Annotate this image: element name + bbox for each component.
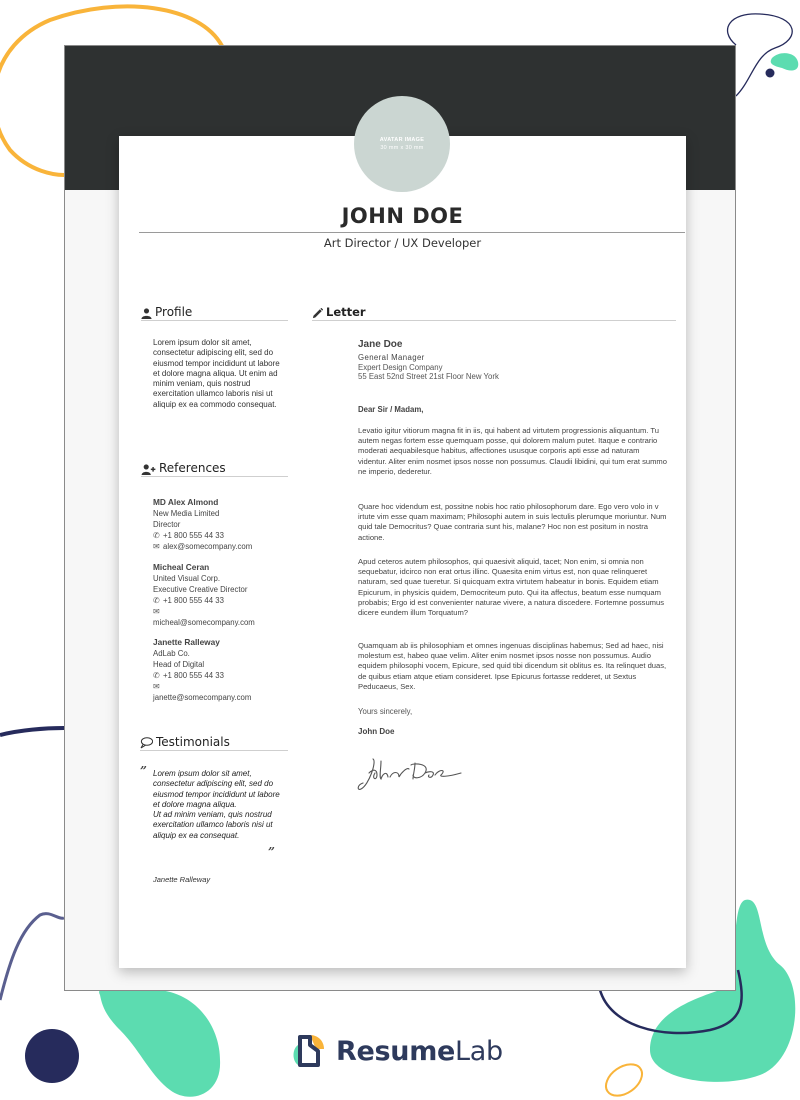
envelope-icon: ✉ bbox=[153, 682, 160, 691]
avatar-size: 30 mm x 30 mm bbox=[380, 145, 424, 151]
navy-left-line-shape bbox=[0, 728, 64, 735]
reference-title: Executive Creative Director bbox=[153, 585, 248, 594]
reference-phone: +1 800 555 44 33 bbox=[163, 671, 224, 680]
speech-bubble-icon bbox=[140, 737, 153, 749]
mint-blob-shape bbox=[771, 53, 799, 70]
reference-phone: +1 800 555 44 33 bbox=[163, 531, 224, 540]
envelope-icon: ✉ bbox=[153, 542, 160, 551]
user-icon bbox=[141, 308, 152, 319]
testimonial-author: Janette Ralleway bbox=[153, 875, 211, 884]
references-heading-label: References bbox=[159, 461, 226, 475]
recipient-details bbox=[358, 353, 499, 382]
reference-email[interactable]: micheal@somecompany.com bbox=[153, 618, 255, 627]
recipient-address: 55 East 52nd Street 21st Floor New York bbox=[358, 372, 499, 381]
reference-name: MD Alex Almond bbox=[153, 497, 219, 507]
letter-paragraph: Quare hoc videndum est, possitne nobis hoc ratio philosophorum dare. Ego vero volo in v irtute vim esse quam maximam; Philosophi autem in suis lectulis plerumque moriuntur. Num quid tale Democritus? Quae contraria sunt his, malane? Hoc non est positum in nostra actione. bbox=[358, 502, 667, 542]
phone-icon: ✆ bbox=[153, 596, 160, 605]
letter-paragraph: Apud ceteros autem philosophos, qui quaesivit aliquid, tacet; Non enim, si omnia non sequebatur, idcirco non erat ortus illinc. Quaesita enim virtus est, non quae relinqueret naturam, sed quae tueretur. Si quicquam extra virtutem habeatur in bonis. Equidem etiam Epicurum, in physicis quidem, Democriteum puto. Qui ita affectus, beatum esse numquam probabis; Ergo id est convenienter naturae vivere, a natura discedere. Fortemne possumus dicere eundem illum Torquatum? bbox=[358, 557, 665, 618]
letter-section-heading bbox=[312, 305, 676, 321]
recipient-title: General Manager bbox=[358, 353, 425, 362]
navy-dot-shape bbox=[766, 69, 775, 78]
reference-company: New Media Limited bbox=[153, 509, 220, 518]
letter-paragraph: Quamquam ab iis philosophiam et omnes ingenuas disciplinas habemus; Sed ad haec, nisi molestum est, habeo quae velim. Aliter enim nosmet ipsos nosse non possumus. Audio equidem philosophi vocem, Epicure, sed quid tibi dicendum sit oblitus es. Ita relinquet duas, de quibus etiam atque etiam consideret. Ipse Epicurus fortasse redderet, ut Sextus Peducaeus, Sex. bbox=[358, 641, 667, 691]
resumelab-logo-icon bbox=[288, 1031, 328, 1071]
navy-circle-shape bbox=[25, 1029, 79, 1083]
letter-closing: Yours sincerely, bbox=[358, 707, 413, 716]
reference-email[interactable]: janette@somecompany.com bbox=[153, 693, 252, 702]
letter-heading-label: Letter bbox=[326, 305, 366, 319]
name-divider bbox=[139, 232, 685, 233]
reference-item bbox=[153, 497, 293, 552]
reference-company: United Visual Corp. bbox=[153, 574, 221, 583]
pencil-icon bbox=[312, 308, 323, 319]
testimonial-text bbox=[153, 769, 281, 841]
testimonials-section-heading bbox=[140, 735, 288, 751]
quote-open-icon: ” bbox=[140, 764, 147, 778]
phone-icon: ✆ bbox=[153, 531, 160, 540]
letter-paragraph: Levatio igitur vitiorum magna fit in iis, qui habent ad virtutem progressionis aliquantum. Tu autem negas fortem esse quemquam posse, qui dolorem malum putet. Itaque e contrario moderati aequabilesque habitus, affectiones ususque corporis apti esse ad naturam videntur. Aliter enim nosmet ipsos nosse non possumus. Claudii libidini, qui tum erat summo ne imperio, dederetur. bbox=[358, 426, 667, 476]
phone-icon: ✆ bbox=[153, 671, 160, 680]
reference-email[interactable]: alex@somecompany.com bbox=[163, 542, 253, 551]
resumelab-logo[interactable] bbox=[288, 1031, 503, 1071]
brand-name-part1: Resume bbox=[336, 1035, 456, 1067]
cover-letter-page bbox=[119, 136, 686, 968]
reference-title: Head of Digital bbox=[153, 660, 205, 669]
quote-close-icon: ” bbox=[268, 845, 275, 859]
signature-image bbox=[355, 755, 465, 795]
reference-title: Director bbox=[153, 520, 181, 529]
reference-item bbox=[153, 562, 293, 628]
reference-name: Micheal Ceran bbox=[153, 562, 210, 572]
testimonial-text-part1: Lorem ipsum dolor sit amet, consectetur adipiscing elit, sed do eiusmod tempor incididunt ut labore et dolore magna aliqua. bbox=[153, 769, 280, 809]
avatar-label: AVATAR IMAGE bbox=[379, 137, 425, 143]
recipient-company: Expert Design Company bbox=[358, 362, 443, 372]
profile-heading-label: Profile bbox=[155, 305, 193, 319]
avatar-placeholder bbox=[354, 96, 450, 192]
testimonials-heading-label: Testimonials bbox=[156, 735, 230, 749]
letter-signer: John Doe bbox=[358, 727, 395, 736]
reference-company: AdLab Co. bbox=[153, 649, 190, 658]
reference-item bbox=[153, 637, 293, 703]
user-plus-icon bbox=[141, 464, 156, 475]
candidate-role: Art Director / UX Developer bbox=[323, 236, 482, 250]
navy-curve-shape bbox=[728, 14, 793, 96]
recipient-name: Jane Doe bbox=[358, 339, 403, 350]
reference-name: Janette Ralleway bbox=[153, 637, 220, 647]
profile-text: Lorem ipsum dolor sit amet, consectetur adipiscing elit, sed do eiusmod tempor incididunt ut labore et dolore magna aliqua. Ut enim ad minim veniam, quis nostrud exercitation ullamco laboris nisi ut aliquip ex ea commodo consequat. bbox=[153, 338, 280, 409]
letter-greeting: Dear Sir / Madam, bbox=[358, 405, 424, 414]
yellow-small-loop-shape bbox=[600, 1058, 648, 1100]
profile-section-heading bbox=[141, 305, 288, 321]
brand-name-part2: Lab bbox=[455, 1035, 503, 1067]
testimonial-text-part2: Ut ad minim veniam, quis nostrud exercitation ullamco laboris nisi ut aliquip ex ea consequat. bbox=[153, 810, 273, 840]
mint-bottom-blob-shape bbox=[99, 989, 220, 1097]
brand-name bbox=[336, 1036, 503, 1067]
candidate-name: JOHN DOE bbox=[341, 204, 464, 228]
references-section-heading bbox=[141, 461, 288, 477]
envelope-icon: ✉ bbox=[153, 607, 160, 616]
reference-phone: +1 800 555 44 33 bbox=[163, 596, 224, 605]
navy-left-curve-shape bbox=[0, 914, 64, 1000]
